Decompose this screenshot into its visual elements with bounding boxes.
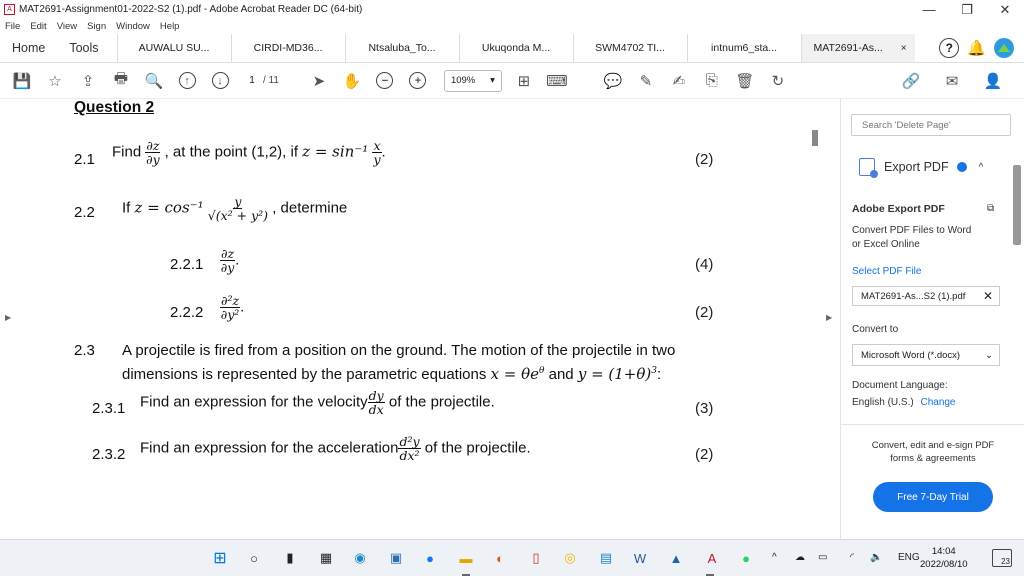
document-scrollbar[interactable] xyxy=(812,130,818,146)
search-icon[interactable]: ○ xyxy=(250,550,258,566)
whatsapp-icon[interactable]: ● xyxy=(742,550,750,566)
tab-home[interactable]: Home xyxy=(12,41,46,55)
q2-3-1-marks: (3) xyxy=(695,400,714,417)
export-pdf-header[interactable] xyxy=(859,158,983,176)
q2-3-eq-x: $x = \theta e^\theta$ xyxy=(490,365,545,383)
doc-tab-cirdi[interactable]: CIRDI-MD36... xyxy=(231,34,345,62)
zoom-dropdown[interactable] xyxy=(444,70,502,92)
photos-icon[interactable]: ▤ xyxy=(599,550,613,565)
tray-chevron-up-icon[interactable]: ^ xyxy=(772,552,777,563)
q2-3-line1: A projectile is fired from a position on the ground. The motion of the projectile in two xyxy=(122,342,676,359)
highlight-pen-icon[interactable]: ✎ xyxy=(639,72,653,90)
q2-2-1-marks: (4) xyxy=(695,256,714,273)
q2-3-1-text: Find an expression for the velocity $\frac{dy}{dx}$ of the projectile. xyxy=(140,388,495,417)
menu-bar xyxy=(0,19,189,34)
rotate-icon[interactable]: ↻ xyxy=(771,72,785,90)
store-icon[interactable]: ▣ xyxy=(389,550,403,565)
bookmark-star-icon[interactable]: ☆ xyxy=(48,72,62,90)
convert-to-label: Convert to xyxy=(852,324,899,335)
q2-1-find: Find xyxy=(112,143,142,161)
remove-file-icon[interactable]: ✕ xyxy=(982,289,993,303)
next-page-icon[interactable]: ↓ xyxy=(208,69,232,93)
q2-3-1-number: 2.3.1 xyxy=(92,400,126,417)
close-tab-icon[interactable]: × xyxy=(900,42,907,54)
file-explorer-icon[interactable]: ▬ xyxy=(459,550,473,566)
find-search-icon[interactable]: 🔍 xyxy=(144,72,164,90)
close-window-button[interactable]: ✕ xyxy=(999,2,1011,17)
help-icon[interactable]: ? xyxy=(939,38,959,58)
menu-view[interactable]: View xyxy=(56,21,78,32)
chevron-up-icon: ^ xyxy=(978,161,984,173)
minimize-button[interactable]: — xyxy=(922,2,936,17)
q2-3-2-d2y-dx2: $\frac{\text{d²y}}{\text{dx²}}$ xyxy=(399,434,420,463)
copy-icon[interactable]: ⧉ xyxy=(987,203,995,214)
toolbar xyxy=(0,63,1024,99)
start-windows-icon[interactable]: ⊞ xyxy=(213,550,227,567)
previous-page-icon[interactable]: ↑ xyxy=(175,69,199,93)
q2-2-if: If xyxy=(122,199,131,217)
volume-icon[interactable]: 🔈 xyxy=(870,552,883,563)
word-icon[interactable]: W xyxy=(633,550,647,566)
page-total: / 11 xyxy=(263,75,279,86)
link-icon[interactable]: 🔗 xyxy=(901,73,921,90)
email-icon[interactable]: ✉ xyxy=(945,73,959,90)
q2-1-x-over-y: $\frac{x}{y}$ xyxy=(373,138,381,167)
doc-tab-swm4702[interactable]: SWM4702 TI... xyxy=(573,34,687,62)
doc-tab-mat2691-label: MAT2691-As... xyxy=(813,42,883,54)
menu-help[interactable]: Help xyxy=(159,21,180,32)
print-icon[interactable]: 🖶 xyxy=(113,70,129,87)
zoom-level: 109% xyxy=(450,75,476,86)
doc-tab-mat2691[interactable] xyxy=(801,34,915,62)
q2-1-marks: (2) xyxy=(695,151,714,168)
notification-center-icon[interactable]: 23 xyxy=(992,549,1012,567)
q2-3-number: 2.3 xyxy=(74,342,95,359)
stamp-icon[interactable]: ⎘ xyxy=(705,72,718,89)
language-indicator[interactable]: ENG xyxy=(898,552,920,563)
comment-icon[interactable]: 💬 xyxy=(603,72,623,90)
system-clock[interactable] xyxy=(920,545,968,571)
add-user-icon[interactable]: 👤 xyxy=(983,73,1003,90)
q2-1-middle: , at the point (1,2), if xyxy=(164,143,298,161)
page-number-input[interactable]: 1 xyxy=(249,75,255,86)
document-language-row xyxy=(852,397,956,408)
panel-divider xyxy=(841,424,1024,425)
window-title: MAT2691-Assignment01-2022-S2 (1).pdf - Adobe Acrobat Reader DC (64-bit) xyxy=(19,4,363,15)
taskbar xyxy=(0,539,1024,576)
onedrive-icon[interactable]: ☁ xyxy=(795,552,805,563)
doc-tab-intnum6[interactable]: intnum6_sta... xyxy=(687,34,801,62)
q2-3-eq-y: $y = (1+\theta)^3$ xyxy=(577,365,657,383)
q2-1-equation: z = sin⁻¹ xyxy=(302,142,369,161)
acrobat-app-icon: A xyxy=(4,4,15,15)
convert-format-select[interactable] xyxy=(852,344,1000,366)
tool-search-input[interactable]: Search 'Delete Page' xyxy=(851,114,1011,136)
notification-bell-icon[interactable]: 🔔 xyxy=(967,40,986,57)
q2-2-1-number: 2.2.1 xyxy=(170,256,204,273)
q2-2-2-number: 2.2.2 xyxy=(170,304,204,321)
save-icon[interactable]: 💾 xyxy=(12,72,32,90)
selected-file-name: MAT2691-As...S2 (1).pdf xyxy=(861,290,966,302)
keyboard-icon[interactable]: ⌨ xyxy=(546,72,568,90)
tab-tools[interactable]: Tools xyxy=(69,41,99,55)
task-view-icon[interactable]: ▮ xyxy=(286,550,294,565)
restore-button[interactable]: ❐ xyxy=(961,2,973,17)
tools-pane xyxy=(840,99,1024,539)
q2-3-2-number: 2.3.2 xyxy=(92,446,126,463)
q2-3-2-text: Find an expression for the acceleration $\frac{\text{d²y}}{\text{dx²}}$ of the projectile. xyxy=(140,434,531,463)
tools-pane-scrollbar[interactable] xyxy=(1013,165,1021,245)
zoom-in-icon[interactable]: + xyxy=(406,69,430,93)
export-description-2: or Excel Online xyxy=(852,239,920,250)
doc-tab-ukuqonda[interactable]: Ukuqonda M... xyxy=(459,34,573,62)
q2-3-1-dy-dx: $\frac{dy}{dx}$ xyxy=(368,388,384,417)
question-heading: Question 2 xyxy=(74,99,155,116)
q2-1-partial: $\frac{\partial z}{\partial y}$ xyxy=(146,138,160,167)
q2-2-text xyxy=(122,195,347,222)
tab-bar xyxy=(0,34,1024,63)
menu-file[interactable]: File xyxy=(5,21,21,32)
q2-3-line2: dimensions is represented by the parametric equations $x = \theta e^\theta$ and $y = (1+\theta)^3$: xyxy=(122,365,662,383)
menu-sign[interactable]: Sign xyxy=(87,21,107,32)
adobe-export-title: Adobe Export PDF xyxy=(852,203,945,215)
q2-2-2-expr: $\frac{\text{∂²z}}{\text{∂y²}}$ . xyxy=(220,293,245,322)
change-language-link[interactable]: Change xyxy=(920,397,956,408)
document-view[interactable] xyxy=(0,99,810,539)
q2-1-text: Find $\frac{\partial z}{\partial y}$ , at the point (1,2), if z = sin⁻¹ $\frac{x}{y}$ . xyxy=(112,138,386,167)
export-description-1: Convert PDF Files to Word xyxy=(852,225,972,236)
document-language-value: English (U.S.) xyxy=(852,397,914,408)
wifi-icon[interactable]: ◜ xyxy=(850,552,854,563)
battery-icon[interactable]: ▭ xyxy=(818,552,828,563)
q2-2-number: 2.2 xyxy=(74,204,95,221)
image-viewer-icon[interactable]: ▲ xyxy=(669,550,683,566)
q2-1-number: 2.1 xyxy=(74,151,95,168)
menu-window[interactable]: Window xyxy=(116,21,150,32)
acrobat-taskbar-icon[interactable]: A xyxy=(707,550,717,566)
left-panel-toggle-icon[interactable]: ▶ xyxy=(5,313,12,322)
q2-2-1-expr: $\frac{\partial z}{\partial y}$ . xyxy=(220,246,240,275)
export-pdf-title: Export PDF xyxy=(884,160,949,174)
info-dot-icon xyxy=(957,162,967,172)
zoom-out-icon[interactable]: − xyxy=(373,69,397,93)
doc-tab-auwalu[interactable]: AUWALU SU... xyxy=(117,34,231,62)
office-icon[interactable]: ▯ xyxy=(532,550,540,565)
document-language-label: Document Language: xyxy=(852,380,948,391)
title-bar xyxy=(0,0,1024,19)
delete-icon[interactable]: 🗑 xyxy=(735,72,755,90)
share-upload-icon[interactable]: ⇪ xyxy=(81,72,95,90)
edge-browser-icon[interactable]: ◉ xyxy=(354,550,366,565)
free-trial-button[interactable]: Free 7-Day Trial xyxy=(873,482,993,512)
chrome-icon[interactable]: ◎ xyxy=(564,550,576,565)
export-pdf-icon xyxy=(859,158,875,176)
firefox-icon[interactable]: ◐ xyxy=(496,550,504,566)
clock-time: 14:04 xyxy=(931,546,956,557)
q2-2-determine: , determine xyxy=(272,199,348,217)
sign-icon[interactable]: ✍ xyxy=(672,72,686,90)
upsell-text: Convert, edit and e-sign PDF forms & agreements xyxy=(871,440,995,464)
clock-date: 2022/08/10 xyxy=(920,559,968,570)
facebook-icon[interactable]: ● xyxy=(426,550,434,566)
selected-file-field[interactable] xyxy=(852,286,1000,306)
doc-tab-ntsaluba[interactable]: Ntsaluba_To... xyxy=(345,34,459,62)
q2-2-equation: z = cos⁻¹ xyxy=(134,198,204,217)
page-display-icon[interactable]: ⊞ xyxy=(517,72,531,90)
select-pdf-file-label[interactable]: Select PDF File xyxy=(852,266,922,277)
menu-edit[interactable]: Edit xyxy=(30,21,47,32)
chevron-down-icon: ▾ xyxy=(490,75,495,86)
convert-format-value: Microsoft Word (*.docx) xyxy=(861,349,961,361)
widgets-icon[interactable]: ▦ xyxy=(319,550,333,565)
chevron-down-icon: ⌄ xyxy=(985,349,993,361)
q2-3-2-marks: (2) xyxy=(695,446,714,463)
q2-2-fraction: $\frac{y}{\text{√(x² + y²)}}$ xyxy=(207,194,269,223)
select-cursor-icon[interactable]: ➤ xyxy=(312,72,326,90)
hand-tool-icon[interactable]: ✋ xyxy=(342,72,362,90)
q2-2-2-marks: (2) xyxy=(695,304,714,321)
account-avatar[interactable] xyxy=(994,38,1014,58)
right-panel-collapse-icon[interactable]: ▶ xyxy=(826,313,833,322)
